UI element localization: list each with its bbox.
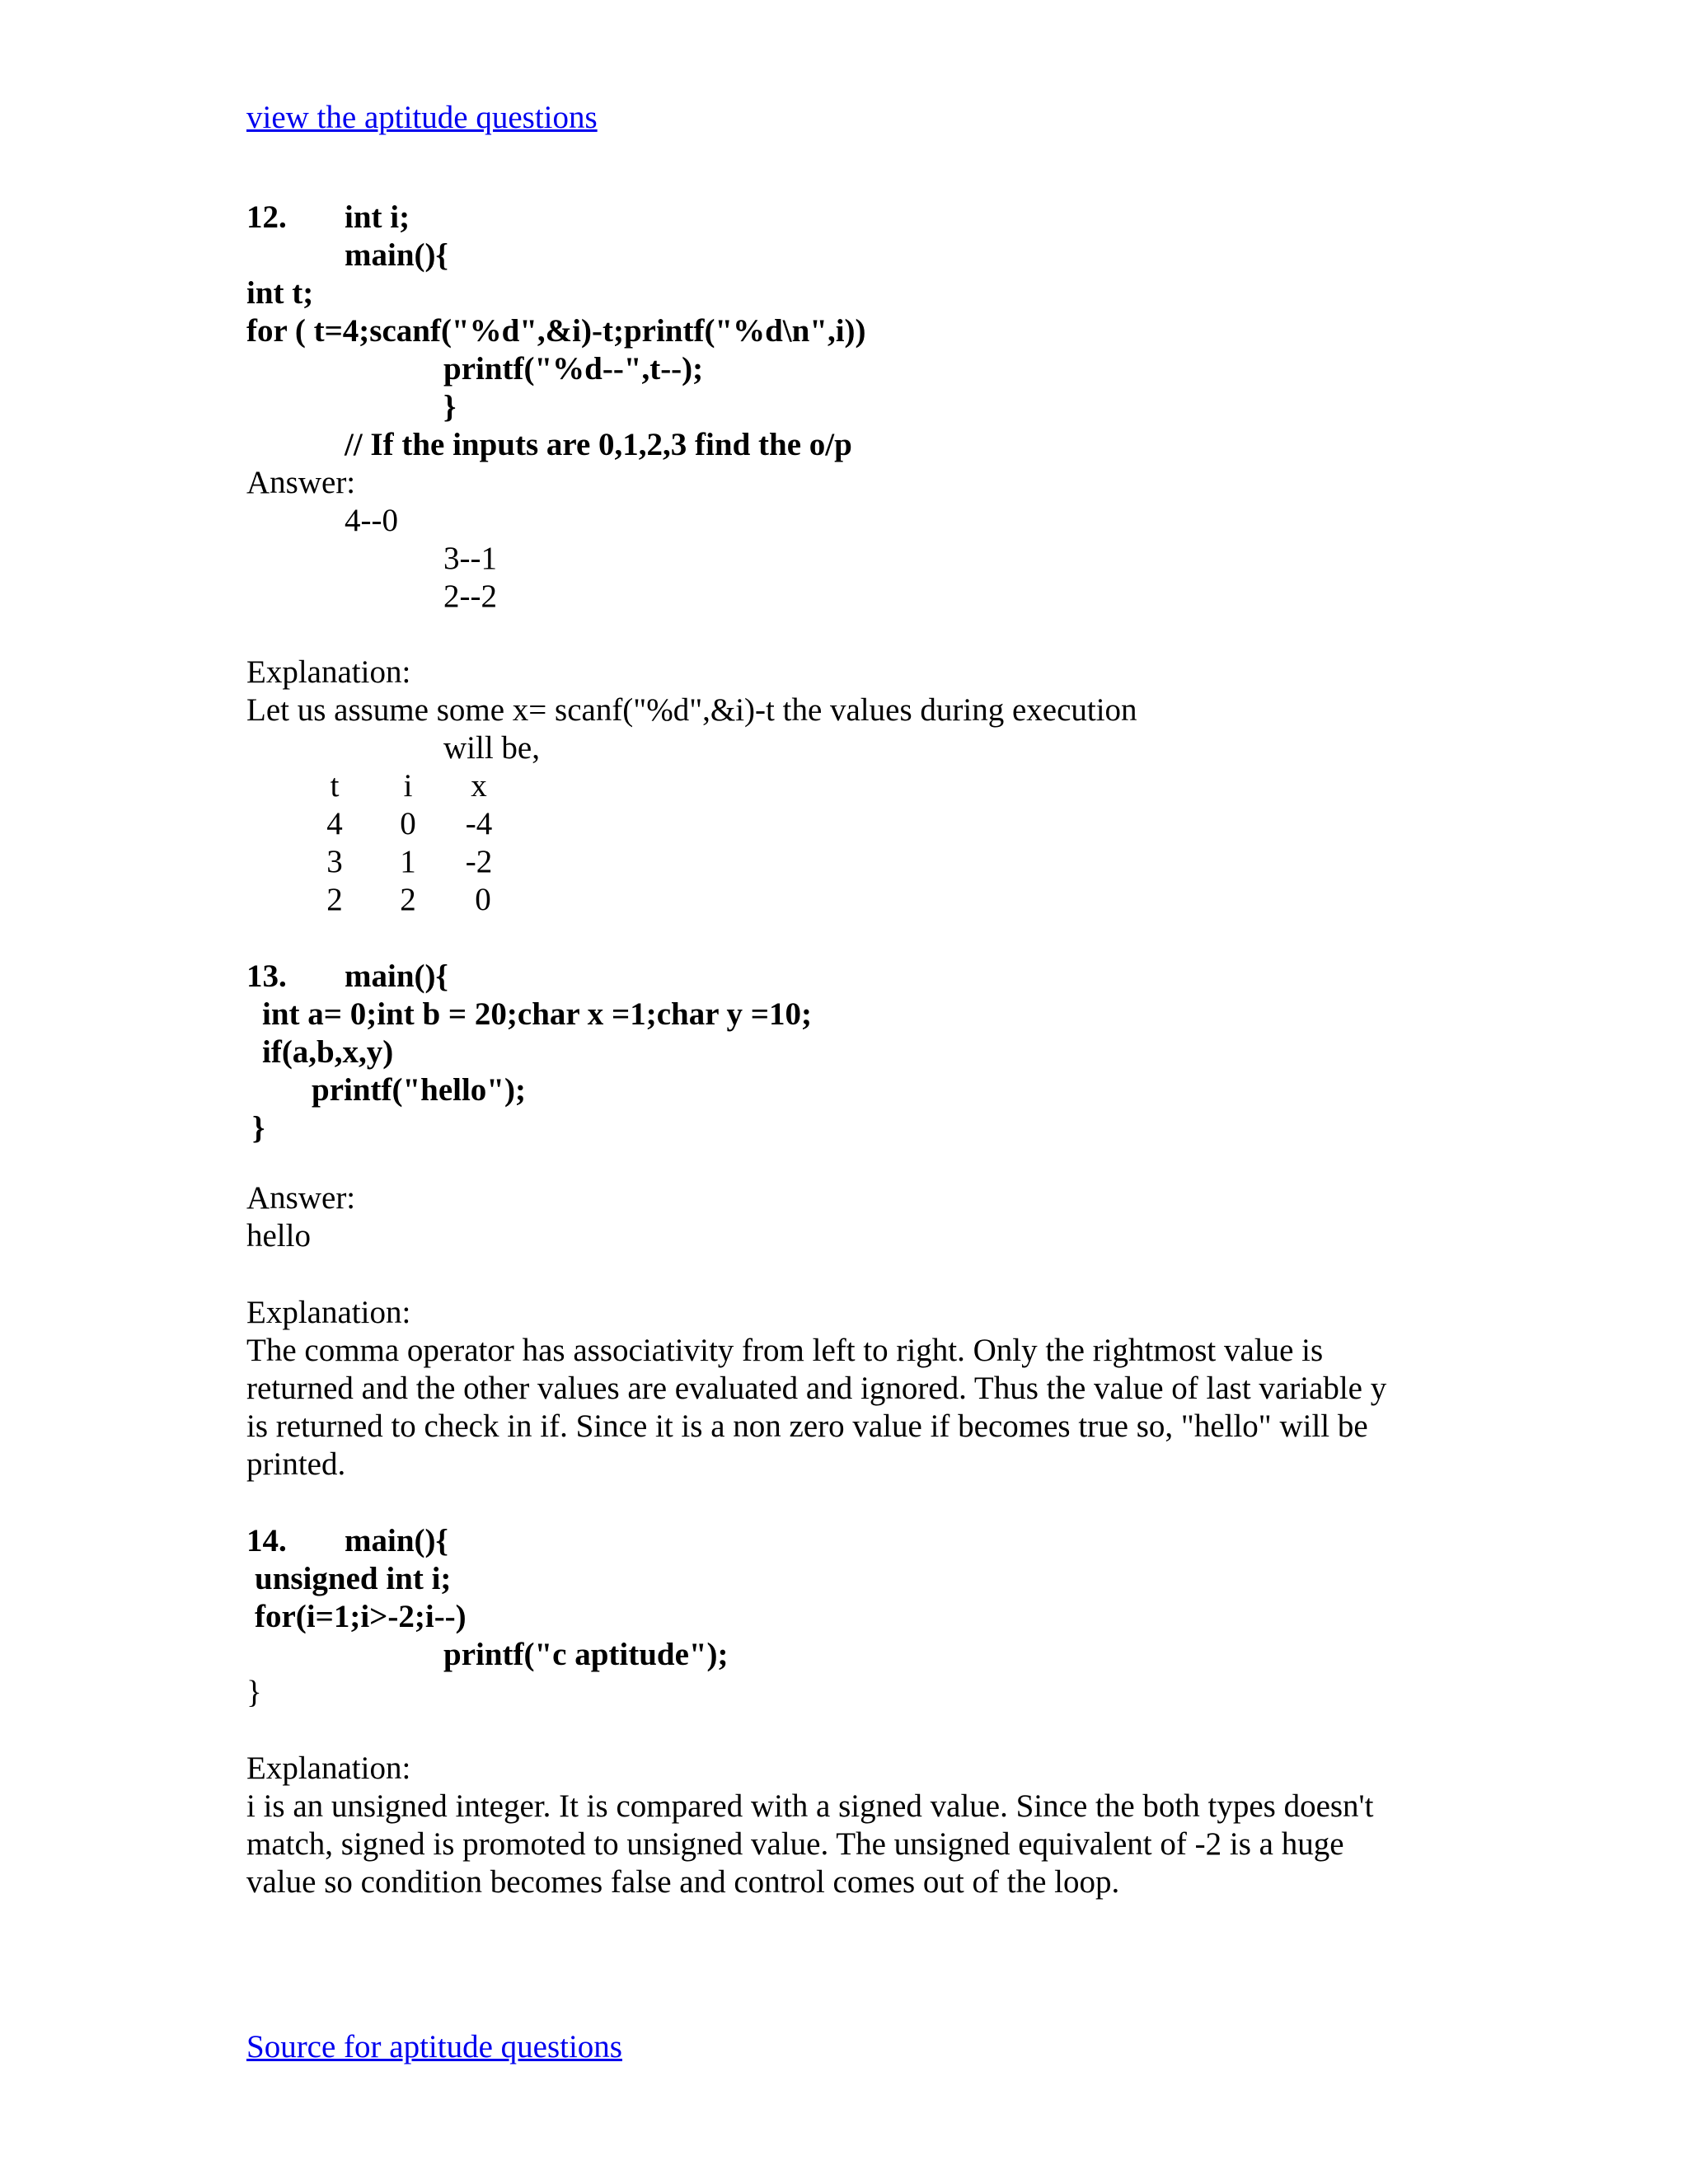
explanation-line: value so condition becomes false and control comes out of the loop. (246, 1864, 1120, 1900)
aptitude-questions-link[interactable]: view the aptitude questions (246, 100, 598, 135)
code-line: main(){ (345, 237, 448, 273)
code-line: } (443, 389, 457, 424)
code-line: printf("hello"); (312, 1072, 526, 1108)
table-cell: -4 (465, 806, 493, 841)
code-line: printf("%d--",t--); (443, 351, 704, 387)
table-cell: -2 (465, 844, 493, 879)
explanation-line: The comma operator has associativity from left to right. Only the rightmost value is (246, 1333, 1324, 1368)
explanation-line: printed. (246, 1446, 346, 1482)
table-header: i (403, 768, 413, 804)
code-line: for ( t=4;scanf("%d",&i)-t;printf("%d\n",i)) (246, 313, 866, 349)
table-cell: 1 (400, 844, 416, 879)
answer-label: Answer: (246, 465, 356, 500)
table-cell: 2 (400, 882, 416, 917)
table-header: x (471, 768, 487, 804)
explanation-line: match, signed is promoted to unsigned value. The unsigned equivalent of -2 is a huge (246, 1826, 1344, 1862)
table-cell: 4 (326, 806, 343, 841)
explanation-line: Let us assume some x= scanf("%d",&i)-t the values during execution (246, 692, 1137, 728)
table-cell: 3 (326, 844, 343, 879)
code-line: int a= 0;int b = 20;char x =1;char y =10; (262, 996, 813, 1032)
code-line: int t; (246, 275, 314, 311)
source-aptitude-questions-link[interactable]: Source for aptitude questions (246, 2029, 622, 2064)
code-comment: // If the inputs are 0,1,2,3 find the o/p (345, 427, 852, 462)
code-line: for(i=1;i>-2;i--) (255, 1599, 467, 1634)
question-number: 12. (246, 199, 287, 235)
question-number: 13. (246, 958, 287, 994)
code-line: } (246, 1675, 262, 1710)
explanation-line: returned and the other values are evaluated and ignored. Thus the value of last variable y (246, 1371, 1387, 1406)
code-line: unsigned int i; (255, 1561, 452, 1596)
explanation-line: i is an unsigned integer. It is compared with a signed value. Since the both types doesn't (246, 1788, 1374, 1824)
answer-line: 2--2 (443, 579, 497, 614)
table-cell: 0 (400, 806, 416, 841)
table-header: t (330, 768, 340, 804)
table-cell: 2 (326, 882, 343, 917)
explanation-label: Explanation: (246, 1295, 411, 1330)
answer-line: 4--0 (345, 503, 398, 538)
explanation-label: Explanation: (246, 1750, 411, 1786)
answer-line: 3--1 (443, 541, 497, 576)
explanation-line: will be, (443, 730, 540, 766)
answer-value: hello (246, 1218, 311, 1254)
question-number: 14. (246, 1523, 287, 1558)
explanation-line: is returned to check in if. Since it is a non zero value if becomes true so, "hello" will be (246, 1408, 1368, 1444)
code-line: int i; (345, 199, 410, 235)
table-cell: 0 (475, 882, 491, 917)
code-line: main(){ (345, 1523, 448, 1558)
code-line: if(a,b,x,y) (262, 1034, 394, 1070)
code-line: main(){ (345, 958, 448, 994)
code-line: } (252, 1110, 265, 1146)
explanation-label: Explanation: (246, 654, 411, 690)
code-line: printf("c aptitude"); (443, 1637, 729, 1672)
answer-label: Answer: (246, 1180, 356, 1216)
